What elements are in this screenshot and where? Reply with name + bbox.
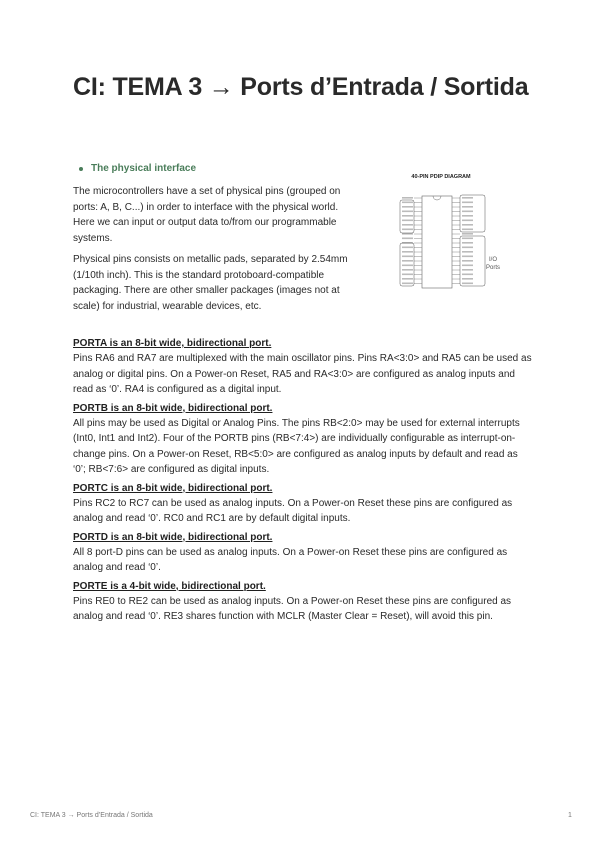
pdip-pin-diagram xyxy=(376,174,506,294)
section-body: Pins RC2 to RC7 can be used as analog inputs. On a Power-on Reset these pins are configured as analog and read ‘0’. RC0 and RC1 are by default digital inputs. xyxy=(73,497,513,524)
chip-diagram-image xyxy=(376,174,506,294)
page-number: 1 xyxy=(568,812,572,819)
section-heading: PORTE is a 4-bit wide, bidirectional port. xyxy=(73,580,266,592)
section-portd xyxy=(73,531,533,576)
section-heading: PORTD is an 8-bit wide, bidirectional port. xyxy=(73,531,273,543)
section-heading: PORTB is an 8-bit wide, bidirectional port. xyxy=(73,402,273,414)
section-heading: PORTC is an 8-bit wide, bidirectional port. xyxy=(73,482,273,494)
section-body: Pins RE0 to RE2 can be used as analog inputs. On a Power-on Reset these pins are configured as analog and read ‘0’. RE3 shares function with MCLR (Master Clear = Reset), will avoid this pin. xyxy=(73,595,512,622)
footer-title: CI: TEMA 3 → Ports d’Entrada / Sortida xyxy=(30,812,153,819)
section-body: All pins may be used as Digital or Analog Pins. The pins RB<2:0> may be used for external interrupts (Int0, Int1 and Int2). Four of the PORTB pins (RB<7:4>) are individually configurable as interrupt-on-change pins. On a Power-on Reset, RB<5:0> are configured as analog inputs by default and read as ‘0’; RB<7:6> are configured as digital inputs. xyxy=(73,417,520,475)
section-body: All 8 port-D pins can be used as analog inputs. On a Power-on Reset these pins are configured as analog and read ‘0’. xyxy=(73,546,508,573)
intro-paragraph-2: Physical pins consists on metallic pads, separated by 2.54mm (1/10th inch). This is the standard protoboard-compatible packaging. There are other smaller packages (images not at scale) for industrial, wearable devices, etc. xyxy=(73,254,348,312)
page-title: CI: TEMA 3 → Ports d’Entrada / Sortida xyxy=(73,73,529,101)
section-porte xyxy=(73,580,533,625)
intro-paragraph-1: The microcontrollers have a set of physical pins (grouped on ports: A, B, C...) in order to interface with the physical world. Here we can input or output data to/from our programmable systems. xyxy=(73,186,341,244)
port-sections xyxy=(73,337,533,629)
bullet-dot-icon xyxy=(79,167,83,171)
section-portc xyxy=(73,482,533,527)
diagram-title: 40-PIN PDIP DIAGRAM xyxy=(411,174,471,180)
io-ports-label: I/O Ports xyxy=(486,257,501,271)
section-heading: PORTA is an 8-bit wide, bidirectional port. xyxy=(73,338,272,349)
intro-text xyxy=(73,184,348,320)
section-portb xyxy=(73,402,533,478)
bullet-label: The physical interface xyxy=(91,163,197,174)
bullet-item xyxy=(79,163,196,174)
section-body: Pins RA6 and RA7 are multiplexed with the main oscillator pins. Pins RA<3:0> and RA5 can be used as analog or digital pins. On a Power-on Reset, RA5 and RA<3:0> are configured as analog inputs and read as ‘0’. RA4 is configured as a digital input. xyxy=(73,353,532,395)
section-porta xyxy=(73,337,533,398)
